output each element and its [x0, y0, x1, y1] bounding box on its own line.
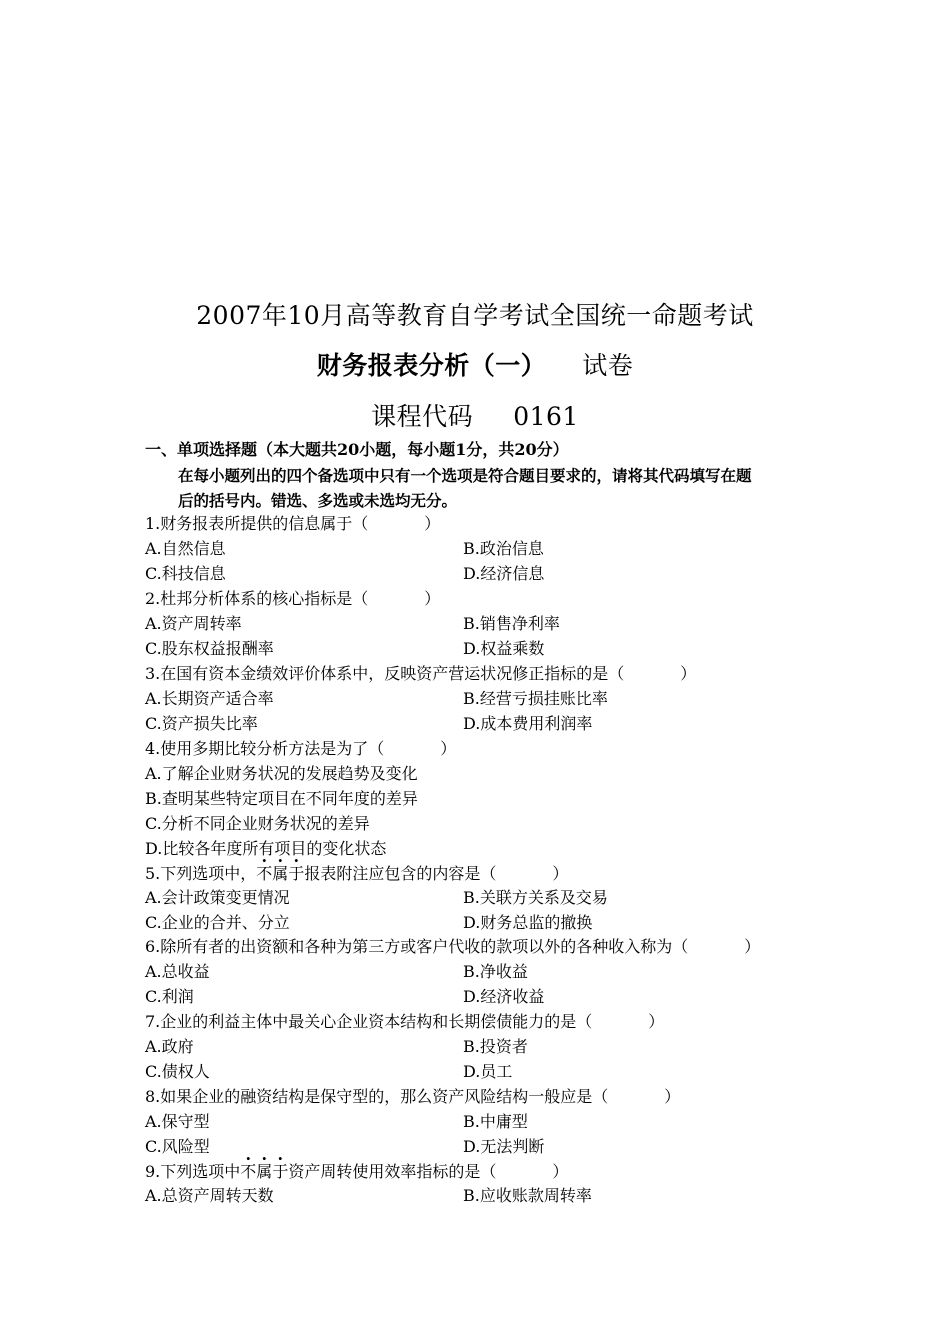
question-text: 资产周转使用效率指标的是（ [288, 1162, 497, 1181]
subject-title [0, 346, 950, 382]
option-b: B.政治信息 [463, 539, 544, 558]
option-d: D.成本费用利润率 [463, 714, 593, 733]
question-text: 7.企业的利益主体中最关心企业资本结构和长期偿债能力的是（ [145, 1012, 593, 1031]
close-paren: ） [680, 664, 697, 683]
question-3 [145, 664, 696, 684]
question-text: 6.除所有者的出资额和各种为第三方或客户代收的款项以外的各种收入称为（ [145, 937, 689, 956]
close-paren: ） [424, 589, 441, 608]
option-c: C.企业的合并、分立 [145, 913, 290, 932]
question-8 [145, 1087, 680, 1107]
section-heading: 一、单项选择题（本大题共20小题，每小题1分，共20分） [145, 440, 569, 459]
question-5 [145, 864, 568, 884]
question-text: 报表附注应包含的内容是（ [304, 864, 497, 883]
option-d: D.无法判断 [463, 1137, 545, 1156]
close-paren: ） [648, 1012, 665, 1031]
option-c: C.债权人 [145, 1062, 210, 1081]
option-a: A.会计政策变更情况 [145, 888, 290, 907]
option-d: D.权益乘数 [463, 639, 545, 658]
section-instruction-2: 后的括号内。错选、多选或未选均无分。 [178, 491, 458, 510]
course-code-label: 课程代码 [371, 402, 474, 431]
option-d: D.员工 [463, 1062, 513, 1081]
option-a: A.自然信息 [145, 539, 226, 558]
option-b: B.查明某些特定项目在不同年度的差异 [145, 789, 418, 808]
option-c: C.科技信息 [145, 564, 226, 583]
option-b: B.净收益 [463, 962, 528, 981]
option-c: C.利润 [145, 987, 194, 1006]
option-a: A.长期资产适合率 [145, 689, 274, 708]
option-a: A.政府 [145, 1037, 194, 1056]
close-paren: ） [552, 864, 569, 883]
option-b: B.投资者 [463, 1037, 528, 1056]
question-7 [145, 1012, 664, 1032]
option-d: D.经济信息 [463, 564, 545, 583]
question-text: 1.财务报表所提供的信息属于（ [145, 514, 369, 533]
section-instruction-1: 在每小题列出的四个备选项中只有一个选项是符合题目要求的，请将其代码填写在题 [178, 466, 752, 485]
close-paren: ） [424, 514, 441, 533]
option-c: C.风险型 [145, 1137, 210, 1156]
option-a: A.总收益 [145, 962, 210, 981]
question-2 [145, 589, 440, 609]
question-text: 3.在国有资本金绩效评价体系中，反映资产营运状况修正指标的是（ [145, 664, 625, 683]
option-d: D.比较各年度所有项目的变化状态 [145, 839, 387, 858]
close-paren: ） [552, 1162, 569, 1181]
question-text: 5.下列选项中， [145, 864, 257, 883]
exam-title: 2007年10月高等教育自学考试全国统一命题考试 [196, 301, 754, 330]
question-text: 4.使用多期比较分析方法是为了（ [145, 739, 385, 758]
option-a: A.总资产周转天数 [145, 1186, 274, 1205]
emphasis-char: 于 [272, 1162, 289, 1181]
option-a: A.了解企业财务状况的发展趋势及变化 [145, 764, 418, 783]
emphasis-char: 不 [256, 864, 273, 883]
question-9 [145, 1162, 568, 1182]
question-text: 8.如果企业的融资结构是保守型的，那么资产风险结构一般应是（ [145, 1087, 609, 1106]
option-c: C.分析不同企业财务状况的差异 [145, 814, 370, 833]
option-b: B.经营亏损挂账比率 [463, 689, 608, 708]
subject-name: 财务报表分析（一） [316, 351, 547, 380]
option-a: A.资产周转率 [145, 614, 242, 633]
close-paren: ） [744, 937, 761, 956]
emphasis-char: 于 [288, 864, 305, 883]
option-a: A.保守型 [145, 1112, 210, 1131]
emphasis-char: 不 [240, 1162, 257, 1181]
option-b: B.关联方关系及交易 [463, 888, 608, 907]
course-code-value: 0161 [513, 402, 579, 431]
emphasis-char: 属 [272, 864, 289, 883]
option-c: C.股东权益报酬率 [145, 639, 274, 658]
option-b: B.销售净利率 [463, 614, 560, 633]
close-paren: ） [664, 1087, 681, 1106]
option-b: B.中庸型 [463, 1112, 528, 1131]
question-text: 9.下列选项中 [145, 1162, 241, 1181]
option-d: D.财务总监的撤换 [463, 913, 593, 932]
subject-suffix: 试卷 [582, 351, 634, 380]
option-d: D.经济收益 [463, 987, 545, 1006]
question-6 [145, 937, 760, 957]
question-4 [145, 739, 456, 759]
close-paren: ） [440, 739, 457, 758]
question-text: 2.杜邦分析体系的核心指标是（ [145, 589, 369, 608]
emphasis-char: 属 [256, 1162, 273, 1181]
question-1 [145, 514, 440, 534]
option-c: C.资产损失比率 [145, 714, 258, 733]
course-code [0, 397, 950, 433]
option-b: B.应收账款周转率 [463, 1186, 592, 1205]
